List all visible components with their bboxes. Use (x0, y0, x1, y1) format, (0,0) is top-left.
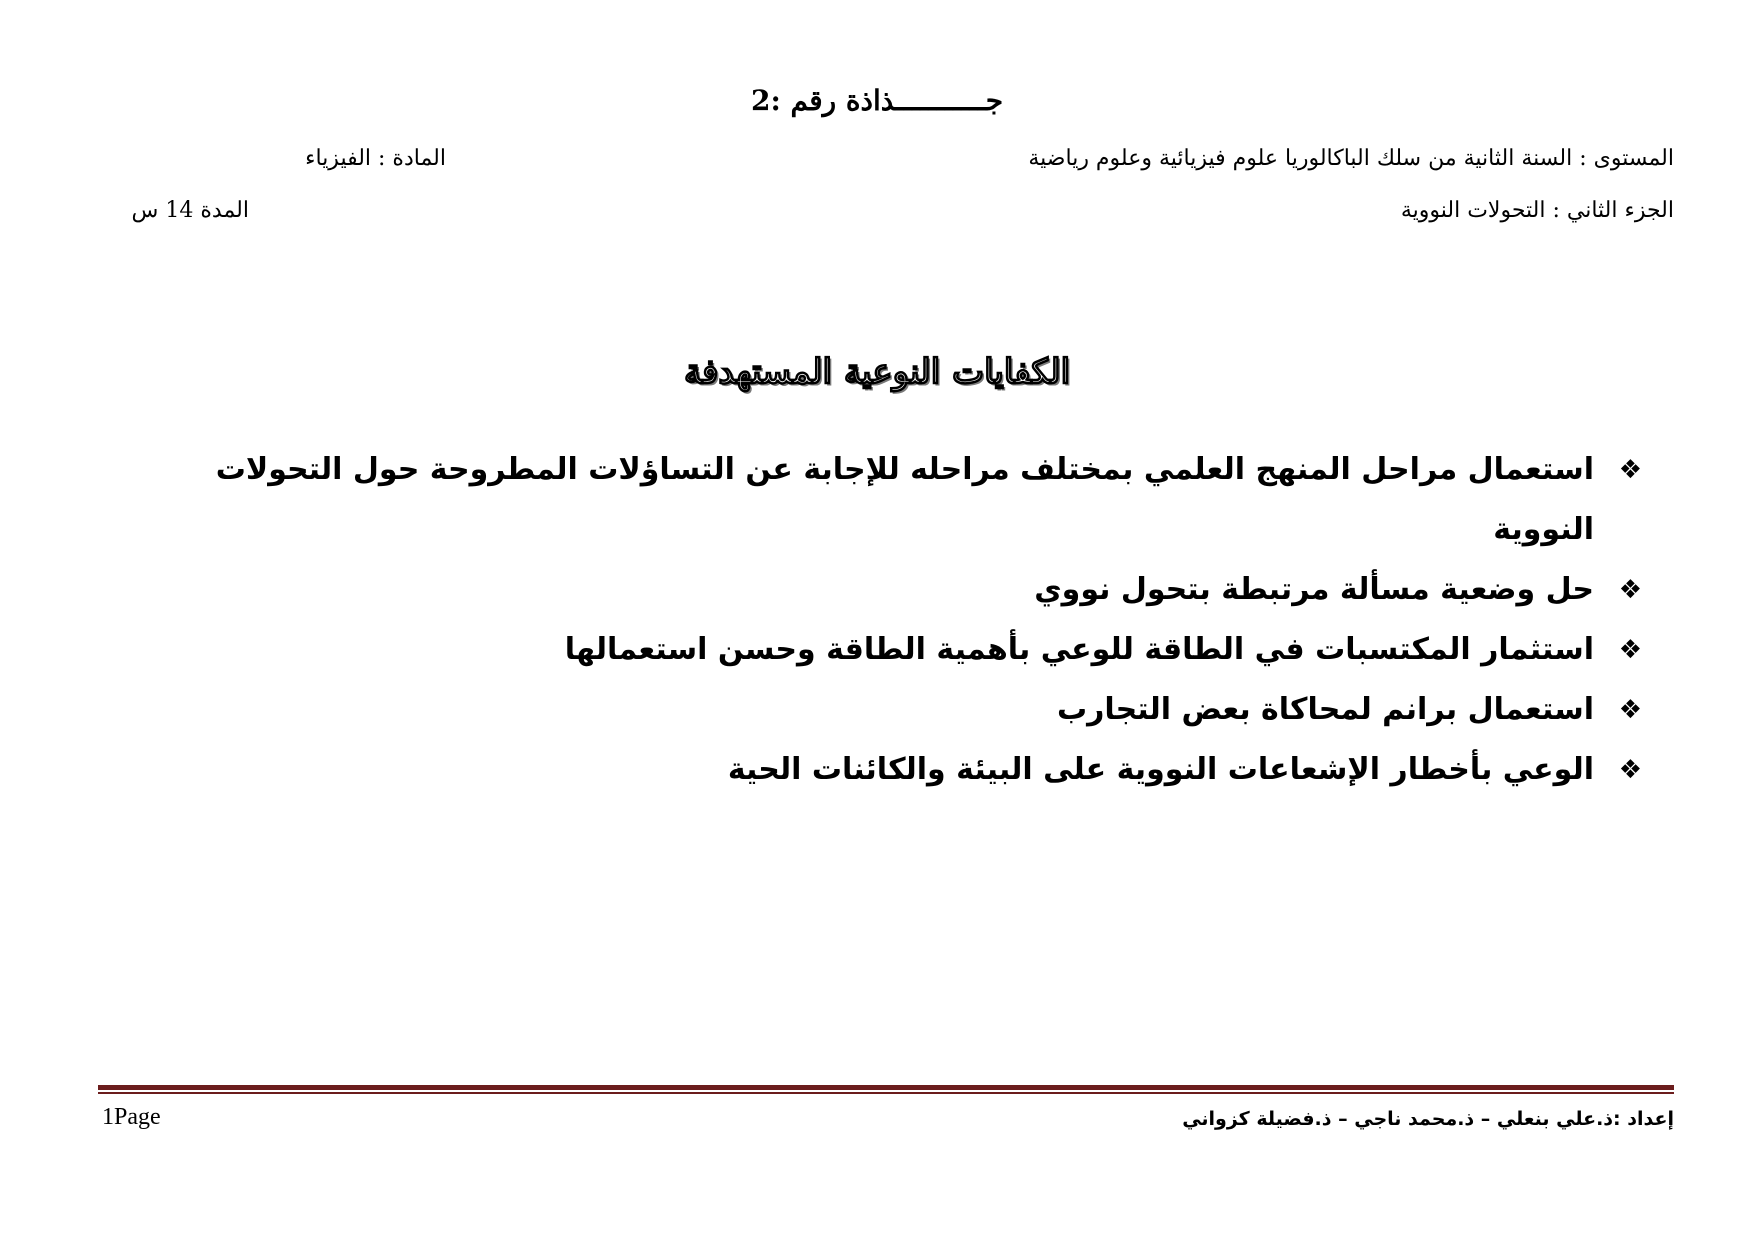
part-label: الجزء الثاني : التحولات النووية (1400, 198, 1674, 223)
competency-text: الوعي بأخطار الإشعاعات النووية على البيئة والكائنات الحية (727, 752, 1594, 787)
list-item (142, 620, 1642, 680)
diamond-bullet-icon: ❖ (1618, 695, 1642, 725)
competencies-list (142, 440, 1642, 800)
diamond-bullet-icon: ❖ (1618, 575, 1642, 605)
competency-text: استعمال برانم لمحاكاة بعض التجارب (1056, 692, 1594, 727)
diamond-bullet-icon: ❖ (1618, 755, 1642, 785)
section-title: الكفايات النوعية المستهدفة (683, 352, 1071, 392)
duration-label: المدة 14 س (131, 198, 249, 223)
competency-text: استعمال مراحل المنهج العلمي بمختلف مراحله للإجابة عن التساؤلات المطروحة حول التحولات النووية (215, 452, 1594, 547)
page-number: 1Page (102, 1104, 161, 1130)
diamond-bullet-icon: ❖ (1618, 635, 1642, 665)
subject-label: المادة : الفيزياء (305, 146, 446, 171)
footer-divider (98, 1085, 1674, 1095)
list-item (142, 740, 1642, 800)
sheet-title: جـــــــــــذاذة رقم :2 (750, 84, 1003, 117)
footer-authors: إعداد :ذ.علي بنعلي – ذ.محمد ناجي – ذ.فضيلة كزواني (1182, 1108, 1674, 1130)
diamond-bullet-icon: ❖ (1618, 455, 1642, 485)
competency-text: حل وضعية مسألة مرتبطة بتحول نووي (1034, 572, 1594, 607)
footer-divider-thin (98, 1092, 1674, 1094)
competency-text: استثمار المكتسبات في الطاقة للوعي بأهمية الطاقة وحسن استعمالها (564, 632, 1594, 667)
level-label: المستوى : السنة الثانية من سلك الباكالوريا علوم فيزيائية وعلوم رياضية (1028, 146, 1674, 171)
list-item (142, 440, 1642, 560)
list-item (142, 680, 1642, 740)
list-item (142, 560, 1642, 620)
